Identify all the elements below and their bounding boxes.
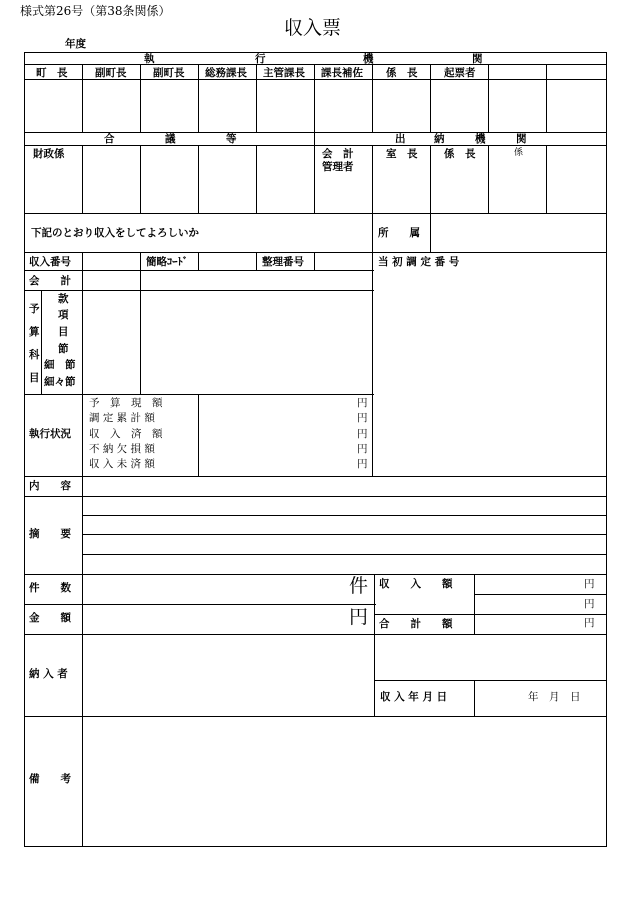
exec-heading-3: 機	[363, 53, 374, 65]
remarks-label: 備 考	[29, 773, 71, 785]
content-label: 内 容	[29, 480, 71, 492]
role-general-affairs: 総務課長	[205, 67, 247, 79]
budget-v1: 予	[29, 303, 40, 315]
council-heading-2: 議	[165, 133, 176, 145]
initial-no-label: 当 初 調 定 番 号	[378, 256, 460, 268]
income-date-label: 収 入 年 月 日	[380, 691, 448, 703]
role-finance: 財政係	[33, 148, 65, 160]
fiscal-year-label: 年度	[65, 38, 86, 50]
exec-unit-5: 円	[357, 458, 368, 470]
exec-row-3: 収 入 済 額	[89, 428, 163, 440]
role-chief: 係 長	[386, 67, 418, 79]
income-unit-2: 円	[584, 598, 595, 610]
count-unit: 件	[349, 575, 369, 597]
short-code-label: 簡略ｺｰﾄﾞ	[146, 256, 188, 268]
income-unit-1: 円	[584, 578, 595, 590]
exec-row-1: 予 算 現 額	[89, 397, 163, 409]
role-dept-head: 主管課長	[263, 67, 305, 79]
exec-unit-4: 円	[357, 443, 368, 455]
exec-row-5: 収 入 未 済 額	[89, 458, 155, 470]
ref-no-label: 整理番号	[262, 256, 304, 268]
budget-item-kan: 款	[58, 293, 69, 305]
exec-heading-4: 関	[472, 53, 483, 65]
role-treasury-chief: 係 長	[444, 148, 476, 160]
exec-row-4: 不 納 欠 損 額	[89, 443, 155, 455]
council-heading-3: 等	[226, 133, 237, 145]
role-assistant-chief: 課長補佐	[321, 67, 363, 79]
exec-unit-3: 円	[357, 428, 368, 440]
budget-item-moku: 目	[58, 326, 69, 338]
treasury-heading-3: 機	[475, 133, 486, 145]
role-accountant-1: 会 計	[322, 148, 354, 160]
budget-item-saisaisetsu: 細々節	[44, 376, 76, 388]
role-accountant-2: 管理者	[322, 161, 354, 173]
sum-unit: 円	[584, 617, 595, 629]
payer-label: 納 入 者	[29, 668, 68, 680]
execution-label: 執行状況	[29, 428, 71, 440]
treasury-heading-1: 出	[395, 133, 406, 145]
exec-heading-1: 執	[144, 53, 155, 65]
income-label: 収 入 額	[379, 578, 453, 590]
budget-item-kou: 項	[58, 309, 69, 321]
role-mayor: 町 長	[36, 67, 68, 79]
confirm-text: 下記のとおり収入をしてよろしいか	[31, 227, 199, 239]
role-section-head: 室 長	[386, 148, 418, 160]
treasury-heading-4: 関	[516, 133, 527, 145]
role-drafter: 起票者	[444, 67, 476, 79]
role-deputy-mayor-1: 副町長	[95, 67, 127, 79]
receipt-no-label: 収入番号	[29, 256, 71, 268]
treasury-heading-2: 納	[434, 133, 445, 145]
sum-label: 合 計 額	[379, 618, 453, 630]
budget-item-setsu: 節	[58, 343, 69, 355]
budget-v2: 算	[29, 326, 40, 338]
amount-unit: 円	[349, 606, 369, 628]
exec-heading-2: 行	[255, 53, 266, 65]
budget-v3: 科	[29, 349, 40, 361]
budget-item-saisetsu: 細 節	[44, 359, 76, 371]
summary-label: 摘 要	[29, 528, 71, 540]
form-number: 様式第26号（第38条関係）	[20, 4, 171, 18]
page-title: 収入票	[284, 17, 342, 39]
role-deputy-mayor-2: 副町長	[153, 67, 185, 79]
count-label: 件 数	[29, 582, 71, 594]
account-label: 会 計	[29, 275, 71, 287]
exec-unit-1: 円	[357, 397, 368, 409]
dept-label: 所 属	[378, 227, 420, 239]
budget-v4: 目	[29, 372, 40, 384]
role-staff: 係	[514, 148, 524, 158]
exec-row-2: 調 定 累 計 額	[89, 412, 155, 424]
council-heading-1: 合	[104, 133, 115, 145]
amount-label: 金 額	[29, 612, 71, 624]
exec-unit-2: 円	[357, 412, 368, 424]
income-date-units: 年 月 日	[528, 691, 581, 703]
